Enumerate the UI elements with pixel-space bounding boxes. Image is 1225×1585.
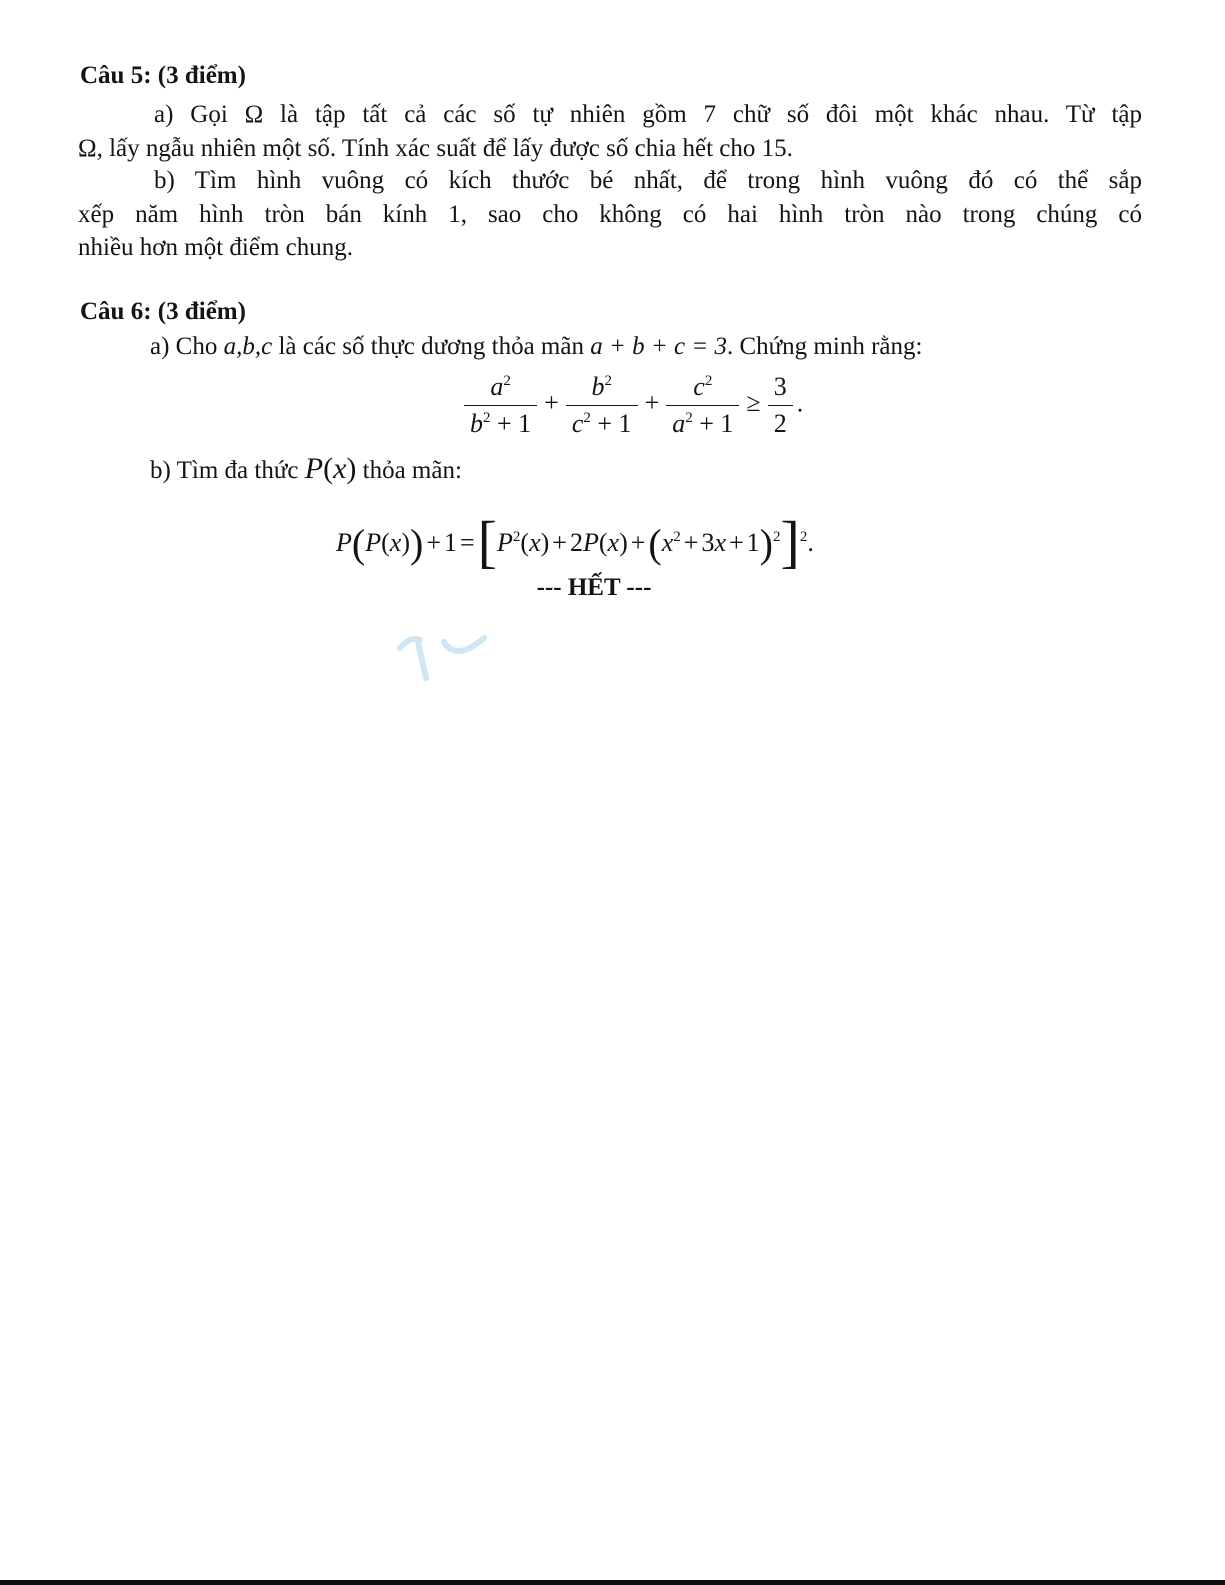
question-6a-mid: là các số thực dương thỏa mãn bbox=[278, 333, 584, 360]
inequality-formula: $\frac{a^2}{b^2 + 1}$ + $\frac{b^2}{c^2 + 1}$ + $\frac{c^2}{a^2 + 1}$ ≥ $\frac{3}{2}$ . bbox=[460, 372, 803, 439]
question-5b-text bbox=[78, 164, 1142, 198]
question-6b-pre: b) Tìm đa thức bbox=[150, 457, 299, 484]
question-5-title: Câu 5: (3 điểm) bbox=[80, 62, 246, 89]
page-bottom-border bbox=[0, 1580, 1225, 1585]
fraction-b: $\frac{b^2}{c^2 + 1}$ bbox=[566, 372, 638, 439]
question-5b-line2: xếp năm hình tròn bán kính 1, sao cho không có hai hình tròn nào trong chúng có bbox=[78, 201, 1142, 228]
fraction-three-halves: $\frac{3}{2}$ bbox=[768, 372, 793, 439]
fraction-c: $\frac{c^2}{a^2 + 1}$ bbox=[666, 372, 739, 439]
question-6a-pre: a) Cho bbox=[150, 333, 218, 360]
question-6a-vars: a,b,c bbox=[223, 333, 273, 360]
watermark-logo bbox=[396, 628, 506, 688]
question-5b-line3: nhiều hơn một điểm chung. bbox=[78, 234, 353, 261]
question-6-title: Câu 6: (3 điểm) bbox=[80, 298, 246, 325]
question-5a-line1: a) Gọi Ω là tập tất cả các số tự nhiên gồm 7 chữ số đôi một khác nhau. Từ tập bbox=[154, 101, 1142, 128]
question-6b-post: thỏa mãn: bbox=[362, 457, 462, 484]
question-5b-text-cont bbox=[78, 198, 1142, 232]
fraction-a: $\frac{a^2}{b^2 + 1}$ bbox=[464, 372, 537, 439]
question-6a-post: . Chứng minh rằng: bbox=[726, 333, 923, 360]
polynomial-equation-formula: $P(P(x)) + 1 =[P^2(x) + 2P(x) +(x^2 + 3x + 1)^2]^2$. bbox=[336, 509, 814, 574]
question-6b-text: b) Tìm đa thức P(x) thỏa mãn: bbox=[150, 452, 462, 485]
question-6a-text bbox=[150, 330, 1140, 364]
question-5a-line2: Ω, lấy ngẫu nhiên một số. Tính xác suất để lấy được số chia hết cho 15. bbox=[78, 135, 793, 162]
end-marker: --- HẾT --- bbox=[536, 574, 652, 601]
question-5a-text-cont bbox=[78, 132, 1142, 166]
question-5a-text bbox=[78, 98, 1142, 132]
question-6a-condition: a + b + c = 3 bbox=[590, 333, 727, 360]
question-5b-line1: b) Tìm hình vuông có kích thước bé nhất, để trong hình vuông đó có thể sắp bbox=[154, 167, 1142, 194]
question-5b-text-end bbox=[78, 231, 1142, 265]
